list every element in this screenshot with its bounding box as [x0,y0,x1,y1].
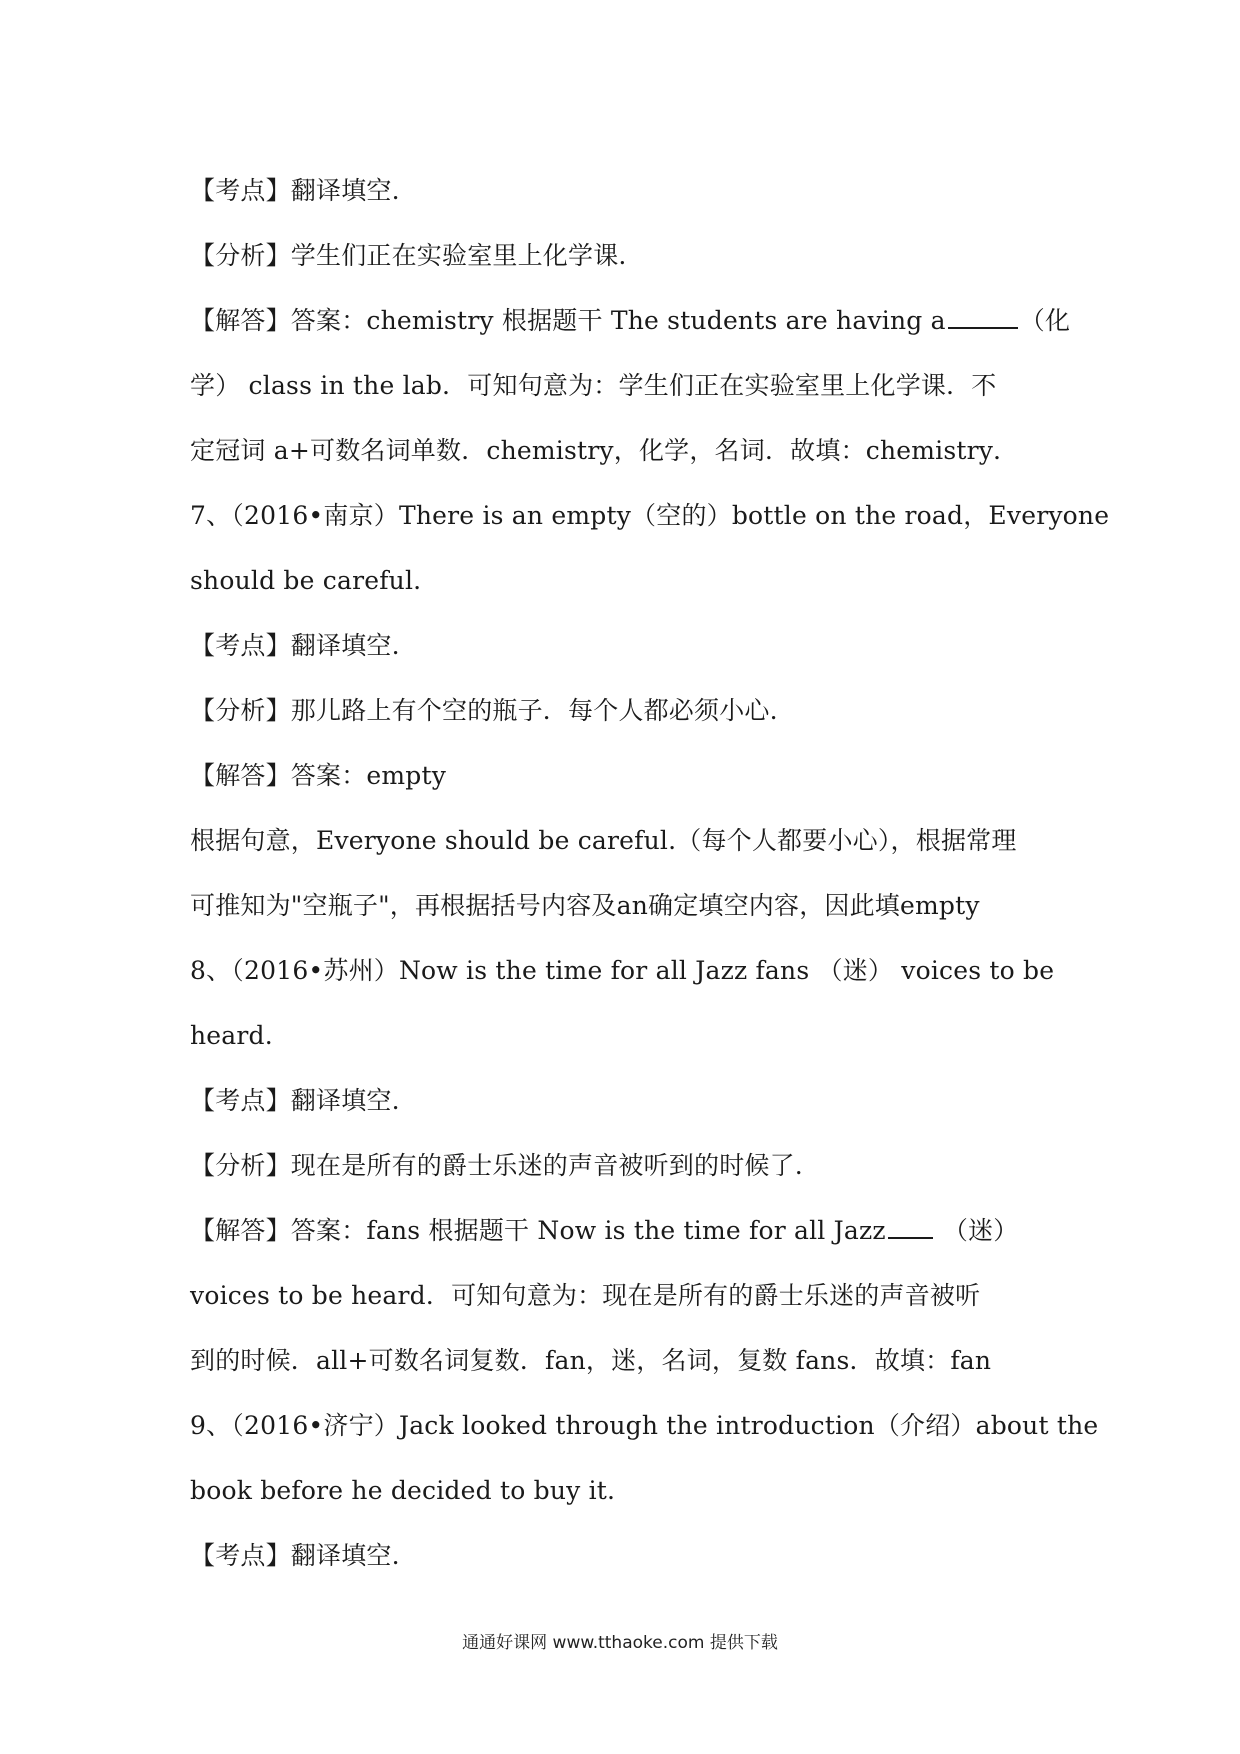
page-footer: 通通好课网 www.tthaoke.com 提供下载 [462,1633,778,1653]
fenxi-line: 【分析】现在是所有的爵士乐迷的声音被听到的时候了. [190,1151,803,1180]
question-8: 8、（2016•苏州）Now is the time for all Jazz fans （迷） voices to be [190,956,1055,985]
question-7-continued: should be careful. [190,566,422,595]
explanation-line: 可推知为"空瓶子"，再根据括号内容及an确定填空内容，因此填empty [190,891,980,920]
jieda-text: 【解答】答案：chemistry 根据题干 The students are having a [190,306,946,335]
jieda-text: 【解答】答案：fans 根据题干 Now is the time for all Jazz [190,1216,886,1245]
document-body [190,158,1110,1588]
fenxi-line: 【分析】学生们正在实验室里上化学课. [190,241,627,270]
question-8-continued: heard. [190,1021,273,1050]
question-7: 7、（2016•南京）There is an empty（空的）bottle on the road，Everyone [190,501,1110,530]
kaodian-line: 【考点】翻译填空. [190,1541,400,1570]
kaodian-line: 【考点】翻译填空. [190,631,400,660]
jieda-line [190,288,1071,353]
kaodian-line: 【考点】翻译填空. [190,1086,400,1115]
question-9-continued: book before he decided to buy it. [190,1476,616,1505]
question-9: 9、（2016•济宁）Jack looked through the introduction（介绍）about the [190,1411,1099,1440]
kaodian-line: 【考点】翻译填空. [190,176,400,205]
jieda-continued-line: 定冠词 a+可数名词单数．chemistry，化学，名词．故填：chemistry． [190,436,1019,465]
jieda-continued-line: 学） class in the lab．可知句意为：学生们正在实验室里上化学课．不 [190,371,997,400]
jieda-line: 【解答】答案：empty [190,761,447,790]
hint-text: （化 [1019,306,1071,335]
answer-blank [948,300,1018,330]
jieda-continued-line: 到的时候．all+可数名词复数．fan，迷，名词，复数 fans．故填：fan [190,1346,992,1375]
answer-blank [888,1210,933,1240]
jieda-continued-line: voices to be heard．可知句意为：现在是所有的爵士乐迷的声音被听 [190,1281,981,1310]
explanation-line: 根据句意，Everyone should be careful.（每个人都要小心），根据常理 [190,826,1017,855]
jieda-line [190,1198,1060,1263]
fenxi-line: 【分析】那儿路上有个空的瓶子．每个人都必须小心. [190,696,778,725]
hint-text: （迷） [934,1216,1019,1245]
